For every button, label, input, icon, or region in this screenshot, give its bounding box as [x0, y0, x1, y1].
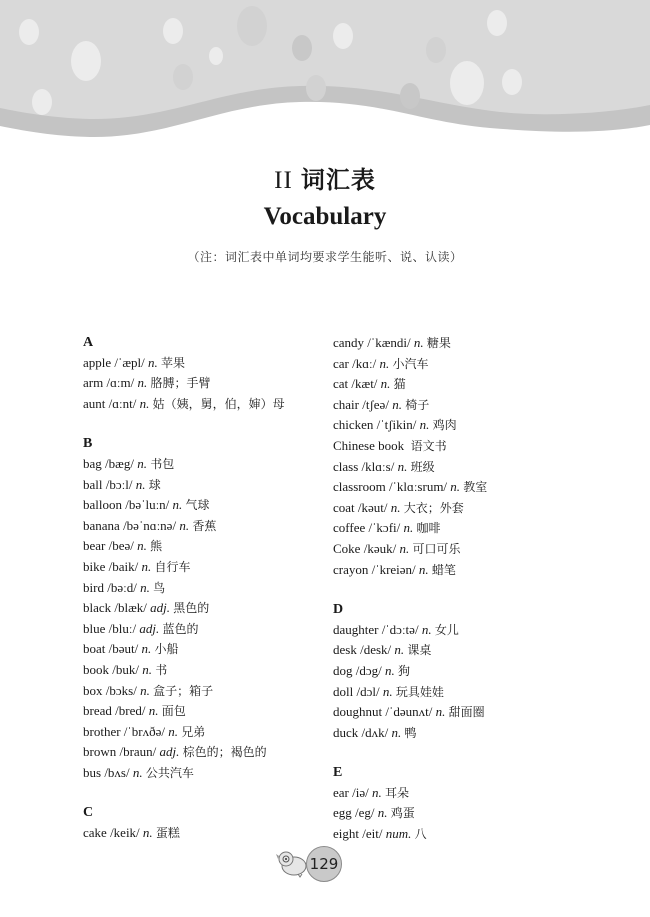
letter-section-c-continued	[333, 333, 573, 580]
vocab-phonetic: /kəuk/	[363, 540, 397, 556]
vocab-word: aunt	[83, 395, 106, 411]
vocab-phonetic: /buk/	[112, 661, 139, 677]
vocab-phonetic: /ɑːnt/	[108, 395, 137, 411]
letter-section-d	[333, 600, 573, 743]
section-letter: D	[333, 602, 344, 618]
vocab-word: cat	[333, 376, 349, 392]
vocab-translation: 气球	[185, 498, 210, 513]
vocab-entry	[83, 619, 323, 640]
vocab-part-of-speech: n.	[179, 517, 190, 533]
vocab-phonetic: /beə/	[108, 538, 134, 554]
vocab-word: bag	[83, 455, 102, 471]
vocab-part-of-speech: n.	[413, 335, 424, 350]
vocab-translation: 可口可乐	[412, 541, 461, 556]
vocab-entry	[83, 598, 323, 619]
vocab-word: apple	[83, 354, 112, 370]
vocab-translation: 鸡蛋	[390, 806, 415, 821]
vocab-word: ball	[83, 476, 103, 492]
vocab-phonetic: /eg/	[355, 805, 375, 821]
vocab-entry	[83, 353, 323, 374]
vocab-word: book	[83, 661, 109, 677]
vocab-word: dog	[333, 662, 353, 678]
vocab-entry	[333, 560, 573, 581]
vocab-phonetic: /bəut/	[108, 641, 139, 657]
chapter-title-en: Vocabulary	[263, 203, 387, 230]
vocab-part-of-speech: n.	[141, 641, 152, 657]
vocab-part-of-speech: n.	[418, 561, 429, 577]
vocab-part-of-speech: n.	[139, 395, 150, 411]
vocab-translation: 猫	[393, 377, 406, 392]
vocab-translation: 课桌	[407, 643, 432, 658]
vocab-translation: 班级	[410, 459, 435, 474]
vocab-phonetic: /bred/	[115, 703, 146, 719]
vocab-entry	[83, 557, 323, 578]
vocab-translation: 书包	[150, 456, 175, 471]
vocab-entry	[333, 333, 573, 354]
vocab-entry	[83, 722, 323, 743]
vocab-word: eight	[333, 826, 359, 842]
vocab-word: cake	[83, 825, 107, 841]
vocab-translation: 姑（姨，舅，伯，婶）母	[152, 396, 285, 411]
vocab-phonetic: /dɔl/	[356, 683, 380, 699]
vocab-word: chicken	[333, 417, 374, 433]
vocab-translation: 糖果	[426, 336, 451, 350]
vocab-phonetic: /bɔks/	[105, 682, 137, 698]
vocab-part-of-speech: n.	[385, 662, 395, 678]
vocab-word: candy	[333, 335, 365, 350]
vocab-entry	[333, 457, 573, 478]
vocab-entry	[83, 660, 323, 681]
section-letter: B	[83, 436, 93, 452]
vocab-part-of-speech: n.	[419, 417, 430, 433]
vocab-word: class	[333, 458, 359, 474]
vocab-phonetic: /bæg/	[105, 455, 134, 471]
vocab-translation: 小汽车	[392, 356, 429, 371]
vocab-entry	[333, 498, 573, 519]
vocab-translation: 鸟	[153, 580, 166, 595]
vocab-phonetic: /ˈdɔːtə/	[381, 621, 419, 637]
vocab-phonetic: /desk/	[360, 642, 392, 658]
vocab-entry	[333, 374, 573, 395]
vocab-translation: 棕色的；褐色的	[182, 745, 267, 760]
vocab-part-of-speech: n.	[140, 682, 150, 698]
vocab-word: box	[83, 682, 103, 698]
vocab-entry	[83, 495, 323, 516]
chapter-title-cn: 词汇表	[300, 166, 376, 194]
vocab-word: car	[333, 355, 349, 371]
vocab-word: egg	[333, 805, 352, 821]
vocab-translation: 苹果	[161, 355, 186, 370]
vocab-word: black	[83, 600, 112, 616]
title-block	[0, 165, 650, 265]
vocab-entry	[333, 354, 573, 375]
vocab-phonetic: /bɔːl/	[105, 476, 133, 492]
vocab-part-of-speech: n.	[379, 355, 390, 371]
vocab-part-of-speech: n.	[390, 499, 401, 515]
vocab-entry	[333, 682, 573, 703]
vocab-phonetic: /klɑːs/	[361, 458, 395, 474]
vocab-entry	[333, 824, 573, 845]
vocab-part-of-speech: n.	[397, 458, 408, 474]
vocab-translation: 胳膊；手臂	[150, 376, 211, 391]
vocab-word: boat	[83, 641, 106, 657]
vocab-part-of-speech: adj.	[139, 620, 160, 636]
section-letter: C	[83, 805, 94, 821]
vocab-part-of-speech: n.	[142, 825, 153, 841]
vocab-entry	[333, 415, 573, 436]
vocab-phonetic: /bəːd/	[107, 579, 137, 595]
vocab-entry	[83, 763, 323, 784]
vocab-part-of-speech: n.	[168, 723, 178, 739]
vocab-part-of-speech: n.	[382, 683, 393, 699]
page-number: 129	[306, 846, 342, 882]
vocab-translation: 球	[148, 477, 161, 492]
vocab-word: chair	[333, 396, 359, 412]
vocab-translation: 鸡肉	[432, 418, 457, 433]
vocab-translation: 书	[155, 662, 168, 677]
vocab-phonetic: /bʌs/	[104, 764, 130, 780]
vocab-translation: 兄弟	[181, 724, 206, 739]
vocab-phonetic: /ˈkɔfi/	[368, 520, 401, 536]
vocab-entry	[83, 536, 323, 557]
vocab-phonetic: /kɑː/	[352, 355, 377, 371]
vocab-word: bus	[83, 764, 102, 780]
vocab-translation: 盒子；箱子	[153, 683, 214, 698]
vocab-word: brown	[83, 744, 117, 760]
vocab-phonetic: /kæt/	[351, 376, 378, 392]
vocab-part-of-speech: adj.	[150, 600, 171, 616]
vocab-phonetic: /keik/	[110, 825, 140, 841]
vocab-word: bird	[83, 579, 104, 595]
vocab-word: coffee	[333, 520, 366, 536]
vocab-part-of-speech: n.	[391, 724, 402, 740]
vocab-translation: 大衣；外套	[403, 500, 464, 515]
vocab-translation: 玩具娃娃	[395, 684, 444, 699]
vocab-entry	[83, 516, 323, 537]
vocab-entry	[333, 395, 573, 416]
vocab-translation: 椅子	[405, 397, 430, 412]
vocab-part-of-speech: n.	[135, 476, 146, 492]
vocab-translation: 香蕉	[192, 518, 217, 533]
vocab-phonetic: /bluː/	[108, 620, 137, 636]
vocab-part-of-speech: n.	[399, 540, 410, 556]
vocab-translation: 黑色的	[173, 601, 210, 616]
vocab-part-of-speech: n.	[140, 579, 150, 595]
vocab-word: desk	[333, 642, 357, 658]
header-wave-band	[0, 0, 650, 140]
vocab-word: brother	[83, 723, 121, 739]
vocab-translation: 蛋糕	[155, 826, 180, 841]
vocab-entry	[333, 477, 573, 498]
vocab-part-of-speech: n.	[148, 703, 159, 719]
vocab-phonetic: /ɑːm/	[106, 375, 135, 391]
vocab-part-of-speech: n.	[137, 455, 147, 471]
vocab-part-of-speech: n.	[380, 376, 391, 392]
vocab-entry	[333, 661, 573, 682]
vocab-entry	[333, 518, 573, 539]
vocab-word: bread	[83, 703, 112, 719]
vocab-column-right	[333, 333, 573, 865]
chapter-title	[0, 165, 650, 196]
vocab-phonetic: /ˈæpl/	[114, 354, 145, 370]
vocab-word: crayon	[333, 561, 369, 577]
vocab-translation: 咖啡	[416, 521, 441, 536]
vocab-entry	[333, 620, 573, 641]
vocab-translation: 面包	[161, 704, 186, 719]
usage-note: （注：词汇表中单词均要求学生能听、说、认读）	[187, 250, 463, 264]
vocab-phonetic: /ˈtʃikin/	[376, 417, 417, 433]
vocab-entry	[333, 436, 573, 457]
vocab-word: daughter	[333, 621, 379, 637]
vocab-translation: 女儿	[434, 622, 459, 637]
vocab-translation: 教室	[463, 480, 488, 495]
vocab-entry	[83, 823, 323, 844]
vocab-phonetic: /baik/	[108, 558, 139, 574]
vocab-entry	[83, 454, 323, 475]
vocab-entry	[333, 640, 573, 661]
vocab-entry	[83, 639, 323, 660]
vocab-part-of-speech: n.	[141, 558, 152, 574]
vocab-entry	[83, 701, 323, 722]
vocab-phonetic: /eit/	[362, 826, 383, 842]
vocab-entry	[333, 539, 573, 560]
vocab-part-of-speech: n.	[421, 621, 432, 637]
vocab-part-of-speech: n.	[172, 497, 183, 513]
vocab-entry	[83, 394, 323, 415]
vocab-phonetic: /braun/	[119, 744, 157, 760]
vocab-part-of-speech: n.	[435, 704, 446, 720]
vocab-phonetic: /tʃeə/	[362, 396, 389, 412]
chapter-number: II	[274, 167, 293, 194]
vocab-phonetic: /dɔg/	[355, 662, 382, 678]
bird-icon	[276, 848, 310, 878]
section-letter: E	[333, 765, 343, 781]
vocab-column-left	[83, 333, 323, 864]
vocab-word: arm	[83, 375, 104, 391]
vocab-part-of-speech: n.	[142, 661, 152, 677]
vocab-part-of-speech: n.	[148, 354, 158, 370]
vocab-entry	[83, 742, 323, 763]
vocab-word: classroom	[333, 479, 386, 495]
letter-section-c	[83, 803, 323, 843]
vocab-part-of-speech: n.	[371, 784, 382, 800]
vocab-translation: 耳朵	[384, 785, 409, 800]
vocab-part-of-speech: n.	[394, 642, 405, 658]
vocab-entry	[83, 578, 323, 599]
vocab-word: duck	[333, 724, 359, 740]
vocab-word: bike	[83, 558, 106, 574]
vocab-word: ear	[333, 784, 349, 800]
vocab-translation: 蜡笔	[431, 562, 456, 577]
vocab-word: Coke	[333, 540, 361, 556]
vocab-part-of-speech: n.	[392, 396, 402, 412]
vocab-phonetic: /ˈdəunʌt/	[385, 704, 433, 720]
vocab-translation: 蓝色的	[162, 621, 199, 636]
vocab-translation: 鸭	[404, 725, 417, 740]
vocab-entry	[333, 723, 573, 744]
vocab-translation: 语文书	[410, 438, 447, 453]
vocab-word: doll	[333, 683, 354, 699]
vocab-translation: 熊	[150, 539, 163, 554]
vocab-entry	[83, 475, 323, 496]
vocab-phonetic: /bəˈluːn/	[125, 497, 170, 513]
vocab-entry	[333, 783, 573, 804]
vocab-phonetic: /ˈbrʌðə/	[123, 723, 165, 739]
vocab-translation: 狗	[398, 663, 411, 678]
vocab-phonetic: /ˈklɑːsrum/	[388, 479, 448, 495]
vocab-word: doughnut	[333, 704, 383, 720]
vocab-entry	[333, 803, 573, 824]
vocab-phonetic: /kəut/	[357, 499, 388, 515]
vocab-word: bear	[83, 538, 106, 554]
vocab-phonetic: /ˈkændi/	[367, 335, 411, 350]
vocab-part-of-speech: n.	[137, 538, 147, 554]
vocab-part-of-speech: n.	[132, 764, 143, 780]
vocab-part-of-speech: adj.	[159, 744, 180, 760]
letter-section-b	[83, 434, 323, 783]
vocab-phonetic: /dʌk/	[361, 724, 389, 740]
vocab-word: banana	[83, 517, 120, 533]
vocab-part-of-speech: n.	[450, 479, 461, 495]
vocab-phonetic: /iə/	[352, 784, 369, 800]
vocab-translation: 甜面圈	[448, 705, 485, 720]
letter-section-a	[83, 333, 323, 414]
vocab-translation: 公共汽车	[145, 765, 194, 780]
letter-section-e	[333, 763, 573, 844]
vocab-translation: 八	[414, 827, 427, 842]
vocab-entry	[333, 702, 573, 723]
vocab-part-of-speech: n.	[137, 375, 148, 391]
vocab-translation: 小船	[154, 642, 179, 657]
vocab-part-of-speech: n.	[403, 520, 414, 536]
vocab-entry	[83, 681, 323, 702]
vocab-word: Chinese book	[333, 437, 405, 453]
vocab-part-of-speech: n.	[377, 805, 388, 821]
section-letter: A	[83, 335, 94, 350]
vocab-word: coat	[333, 499, 355, 515]
vocab-word: balloon	[83, 497, 122, 513]
vocab-word: blue	[83, 620, 106, 636]
vocab-phonetic: /ˈkreiən/	[371, 561, 416, 577]
vocab-translation: 自行车	[154, 559, 191, 574]
vocab-phonetic: /bəˈnɑːnə/	[123, 517, 177, 533]
vocab-phonetic: /blæk/	[114, 600, 147, 616]
vocab-entry	[83, 373, 323, 394]
vocab-part-of-speech: num.	[385, 826, 412, 842]
